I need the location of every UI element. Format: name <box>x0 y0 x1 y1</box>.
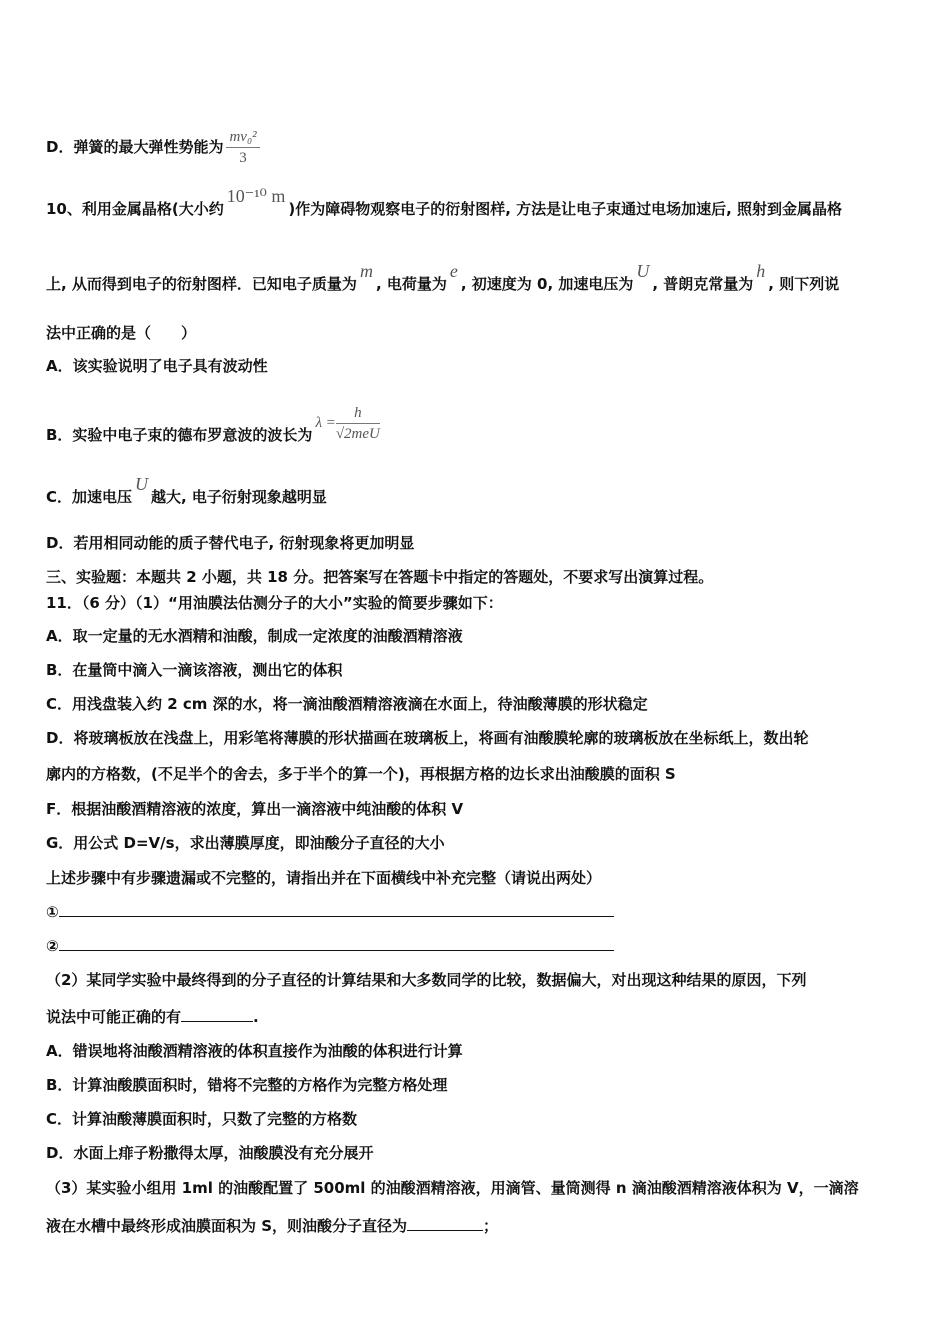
answer-line-2: ② <box>46 936 614 956</box>
answer-blank[interactable] <box>59 936 614 951</box>
q10-option-c: C．加速电压U越大, 电子衍射现象越明显 <box>46 474 327 506</box>
q10-line3: 法中正确的是（ ） <box>46 324 197 342</box>
step-d: D．将玻璃板放在浅盘上，用彩笔将薄膜的形状描画在玻璃板上，将画有油酸膜轮廓的玻璃板放在坐标纸上，数出轮 <box>46 729 809 747</box>
step-a: A．取一定量的无水酒精和油酸，制成一定浓度的油酸酒精溶液 <box>46 627 463 645</box>
q11-part2: （2）某同学实验中最终得到的分子直径的计算结果和大多数同学的比较，数据偏大，对出现这种结果的原因，下列 <box>46 971 807 989</box>
step-c: C．用浅盘装入约 2 cm 深的水，将一滴油酸酒精溶液滴在水面上，待油酸薄膜的形状稳定 <box>46 695 648 713</box>
step-b: B．在量筒中滴入一滴该溶液，测出它的体积 <box>46 661 343 679</box>
section-heading: 三、实验题：本题共 2 小题，共 18 分。把答案写在答题卡中指定的答题处，不要求写出演算过程。 <box>46 568 714 586</box>
step-g: G．用公式 D=V/s，求出薄膜厚度，即油酸分子直径的大小 <box>46 834 445 852</box>
part2-option-b: B．计算油酸膜面积时，错将不完整的方格作为完整方格处理 <box>46 1076 448 1094</box>
q11-prompt: 上述步骤中有步骤遗漏或不完整的，请指出并在下面横线中补充完整（请说出两处） <box>46 869 602 887</box>
q9-option-d: D．弹簧的最大弹性势能为 $\frac{\text{mv₀²}}{3}$ <box>46 127 260 168</box>
part2-option-d: D．水面上痱子粉撒得太厚，油酸膜没有充分展开 <box>46 1144 374 1162</box>
q11-intro: 11．（6 分）（1）“用油膜法估测分子的大小”实验的简要步骤如下： <box>46 594 503 612</box>
q10-option-a: A．该实验说明了电子具有波动性 <box>46 357 268 375</box>
q10-option-b: B．实验中电子束的德布罗意波的波长为 λ = h √2meU <box>46 405 380 444</box>
answer-blank[interactable] <box>59 902 614 917</box>
formula: $\frac{\text{mv₀²}}{3}$ <box>226 127 259 168</box>
answer-blank[interactable] <box>407 1216 483 1231</box>
q11-part3: （3）某实验小组用 1ml 的油酸配置了 500ml 的油酸酒精溶液，用滴管、量筒测得 n 滴油酸酒精溶液体积为 V，一滴溶 <box>46 1179 859 1197</box>
part2-option-a: A．错误地将油酸酒精溶液的体积直接作为油酸的体积进行计算 <box>46 1042 463 1060</box>
q10-line1: 10、利用金属晶格(大小约10⁻¹⁰ m)作为障碍物观察电子的衍射图样, 方法是让电子束通过电场加速后, 照射到金属晶格 <box>46 186 843 218</box>
q11-part3-cont: 液在水槽中最终形成油膜面积为 S，则油酸分子直径为 ； <box>46 1217 499 1235</box>
answer-blank[interactable] <box>181 1007 253 1022</box>
q10-line2: 上, 从而得到电子的衍射图样．已知电子质量为m, 电荷量为e, 初速度为 0, 加速电压为U, 普朗克常量为h, 则下列说 <box>46 261 840 293</box>
part2-option-c: C．计算油酸薄膜面积时，只数了完整的方格数 <box>46 1110 358 1128</box>
q11-part2-cont: 说法中可能正确的有 . <box>46 1008 259 1026</box>
q10-option-d: D．若用相同动能的质子替代电子, 衍射现象将更加明显 <box>46 534 415 552</box>
answer-line-1: ① <box>46 902 614 922</box>
step-f: F．根据油酸酒精溶液的浓度，算出一滴溶液中纯油酸的体积 V <box>46 800 464 818</box>
step-d-cont: 廓内的方格数，(不足半个的舍去，多于半个的算一个)，再根据方格的边长求出油酸膜的面积 S <box>46 765 676 783</box>
formula: λ = h √2meU <box>315 405 380 442</box>
